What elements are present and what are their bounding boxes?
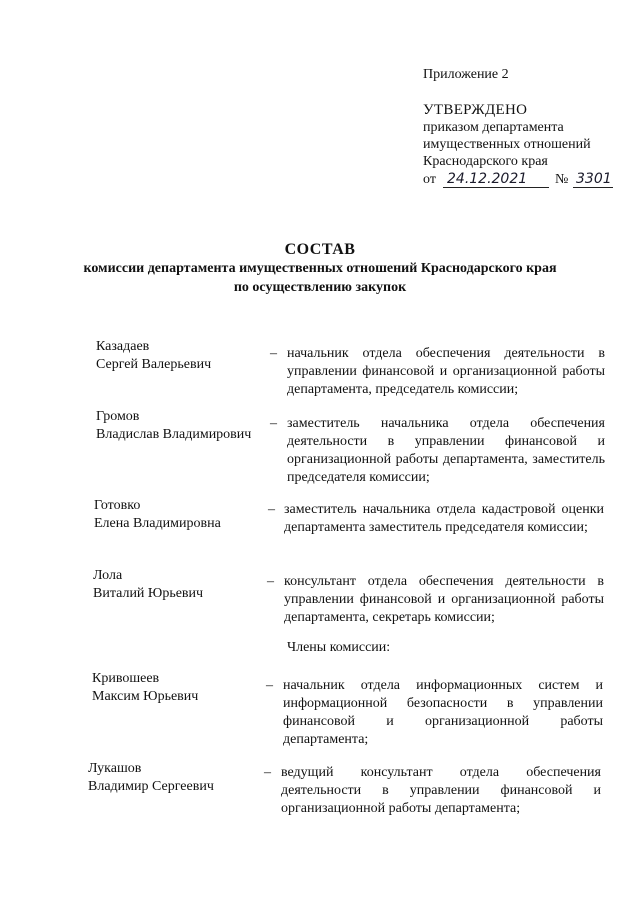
member-given-names: Елена Владимировна [94,516,221,531]
member-given-names: Владимир Сергеевич [88,779,214,794]
member-given-names: Максим Юрьевич [92,689,199,704]
dash: – [270,416,277,431]
member-surname: Готовко [94,498,141,513]
members-label: Члены комиссии: [287,640,391,655]
member-name [96,338,276,374]
order-number-sign: № [555,172,569,187]
dash: – [270,346,277,361]
member-role: начальник отдела информационных систем и информационной безопасности в управлении финансовой и организационной работы департамента; [283,678,603,747]
member-role: начальник отдела обеспечения деятельности в управлении финансовой и организационной работы департамента, председатель комиссии; [287,346,605,397]
member-role: заместитель начальника отдела кадастровой оценки департамента заместитель председателя комиссии; [284,502,604,535]
member-surname: Кривошеев [92,671,160,686]
document-title [0,240,640,297]
annex-label: Приложение 2 [423,67,509,82]
member-role: заместитель начальника отдела обеспечения деятельности в управлении финансовой и организационной работы департамента, заместитель председателя комиссии; [287,416,605,485]
member-name [96,408,276,444]
member-role: ведущий консультант отдела обеспечения деятельности в управлении финансовой и организационной работы департамента; [281,765,601,816]
title-line-3: по осуществлению закупок [233,280,407,295]
member-name [93,567,273,603]
member-name [88,760,268,796]
dash: – [264,765,271,780]
order-prefix: от [423,172,436,187]
title-heading: СОСТАВ [284,241,356,258]
member-given-names: Владислав Владимирович [96,427,252,442]
order-number: 3301 [576,171,612,187]
member-surname: Казадаев [96,339,150,354]
approval-line-1: приказом департамента [423,120,564,135]
approval-line-3: Краснодарского края [423,154,548,169]
dash: – [268,502,275,517]
member-surname: Громов [96,409,140,424]
approval-block [423,66,633,189]
member-surname: Лукашов [88,761,142,776]
order-line [423,170,633,189]
dash: – [266,678,273,693]
title-line-2: комиссии департамента имущественных отношений Краснодарского края [83,261,557,276]
member-given-names: Сергей Валерьевич [96,357,212,372]
member-given-names: Виталий Юрьевич [93,586,204,601]
member-name [94,497,274,533]
member-role: консультант отдела обеспечения деятельности в управлении финансовой и организационной работы департамента, секретарь комиссии; [284,574,604,625]
dash: – [267,574,274,589]
member-name [92,670,272,706]
member-surname: Лола [93,568,123,583]
approved-stamp-label: УТВЕРЖДЕНО [423,102,528,118]
approval-line-2: имущественных отношений [423,137,591,152]
order-date: 24.12.2021 [447,171,528,187]
